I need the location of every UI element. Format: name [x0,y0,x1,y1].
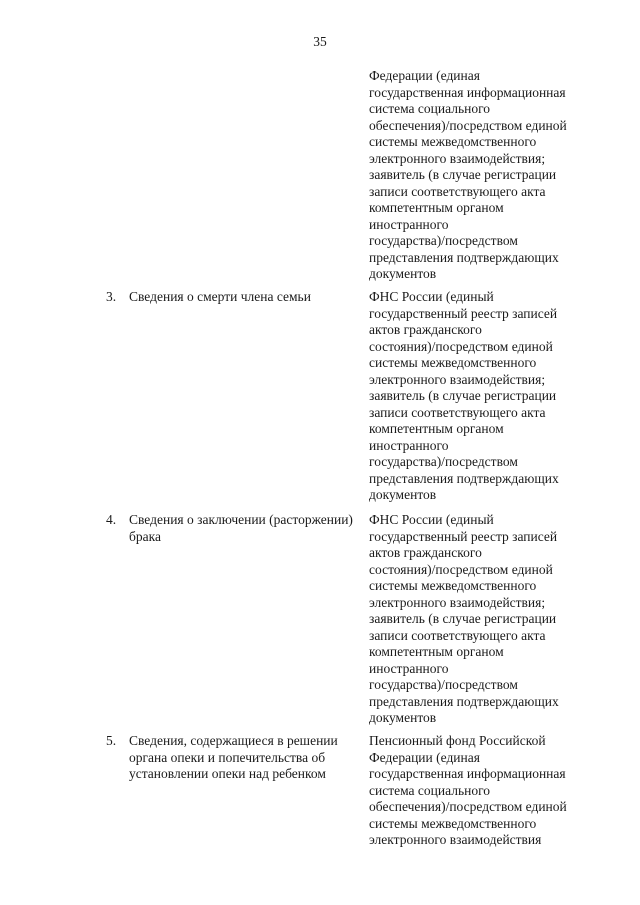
source-line: иностранного [369,437,449,453]
page-number: 35 [313,34,327,49]
source-line: электронного взаимодействия; [369,371,546,387]
source-line: системы межведомственного [369,355,537,370]
source-line: электронного взаимодействия; [369,150,546,166]
source-line: государственный реестр записей [369,305,558,321]
source-line: компетентным органом [369,200,504,215]
source-line: электронного взаимодействия [369,832,542,847]
source-line: государства)/посредством [369,454,518,469]
source-line: документов [369,710,437,725]
description-cell [129,733,365,783]
description-line: Сведения, содержащиеся в решении [129,733,338,748]
source-line: представления подтверждающих [369,470,559,486]
source-line: системы межведомственного [369,578,537,593]
source-line: заявитель (в случае регистрации [369,167,557,182]
source-line: представления подтверждающих [369,693,559,709]
description-line: Сведения о заключении (расторжении) [129,512,353,527]
source-line: компетентным органом [369,644,504,659]
source-line: ФНС России (единый [369,289,494,304]
source-line: записи соответствующего акта [369,183,546,199]
description-line: брака [129,528,161,544]
source-line: документов [369,487,437,502]
source-line: Федерации (единая [369,749,480,765]
description-line: органа опеки и попечительства об [129,749,326,765]
source-line: иностранного [369,216,449,232]
source-line: записи соответствующего акта [369,404,546,420]
source-line: состояния)/посредством единой [369,338,553,354]
description-line: установлении опеки над ребенком [129,766,326,781]
source-line: актов гражданского [369,322,482,337]
source-line: представления подтверждающих [369,249,559,265]
source-line: системы межведомственного [369,815,537,831]
source-line: иностранного [369,660,449,676]
source-line: состояния)/посредством единой [369,561,553,577]
source-cell [369,68,597,283]
description-line: Сведения о смерти члена семьи [129,289,311,304]
source-line: записи соответствующего акта [369,627,546,643]
description-cell [129,512,365,545]
source-line: актов гражданского [369,545,482,560]
source-line: ФНС России (единый [369,512,494,527]
source-line: государственная информационная [369,84,566,100]
source-cell [369,733,597,849]
source-line: государства)/посредством [369,677,518,692]
source-line: системы межведомственного [369,134,537,149]
source-cell [369,289,597,504]
source-line: Федерации (единая [369,68,480,83]
source-line: заявитель (в случае регистрации [369,611,557,626]
row-number: 4. [106,512,117,527]
source-line: компетентным органом [369,421,504,436]
source-line: электронного взаимодействия; [369,594,546,610]
row-number: 3. [106,289,117,304]
source-line: Пенсионный фонд Российской [369,733,546,748]
source-line: заявитель (в случае регистрации [369,388,557,403]
source-line: обеспечения)/посредством единой [369,117,567,133]
source-line: обеспечения)/посредством единой [369,799,567,814]
source-line: государства)/посредством [369,233,518,248]
row-number: 5. [106,733,117,748]
source-line: государственная информационная [369,766,566,781]
description-cell [129,289,365,306]
source-line: система социального [369,782,491,798]
source-line: система социального [369,101,491,116]
source-cell [369,512,597,727]
source-line: государственный реестр записей [369,528,558,544]
source-line: документов [369,266,437,281]
